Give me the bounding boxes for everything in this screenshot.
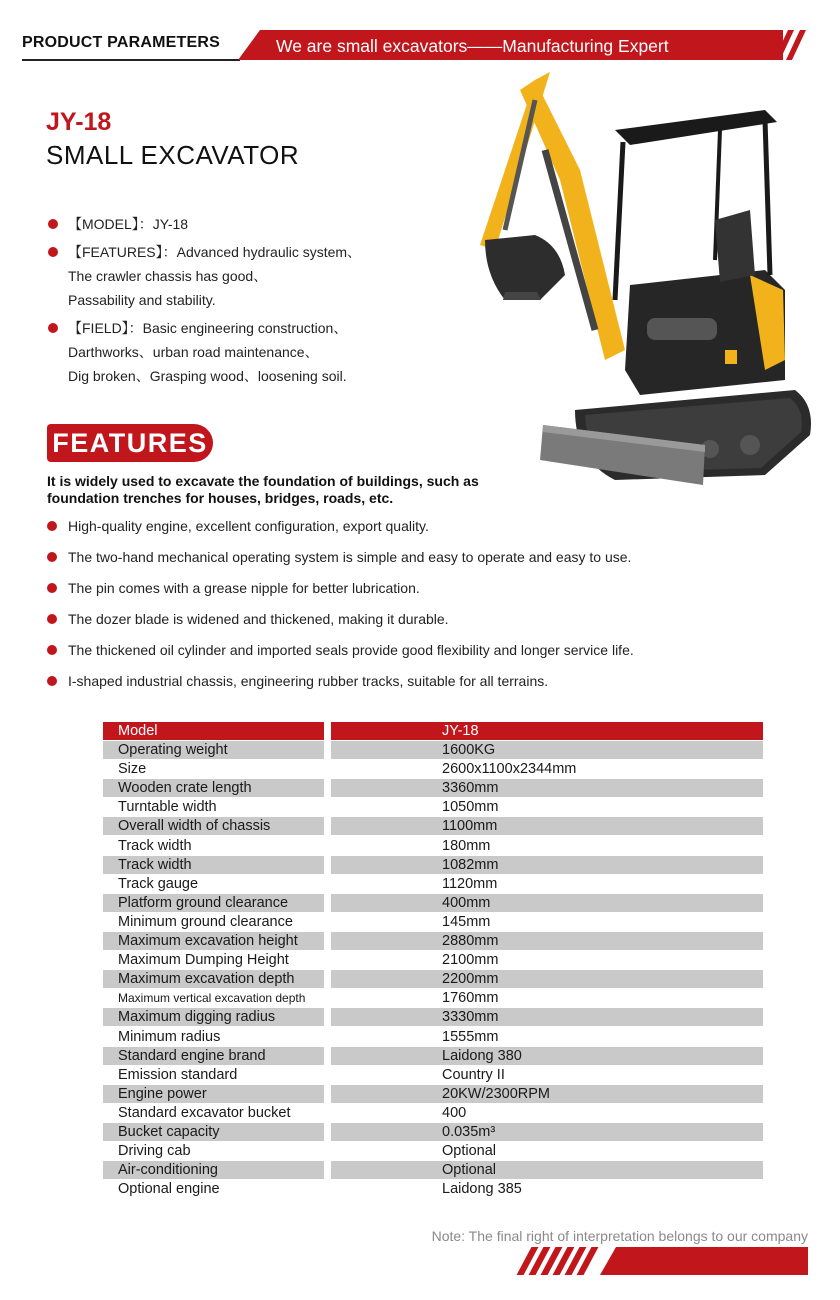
bullet-dot-icon <box>47 552 57 562</box>
spec-value: 2100mm <box>442 952 499 969</box>
spec-row <box>103 1066 763 1085</box>
bullet-dot-icon <box>48 219 58 229</box>
spec-label: Operating weight <box>103 741 324 759</box>
spec-row <box>103 932 763 951</box>
spec-value: 1555mm <box>442 1028 499 1045</box>
spec-row <box>103 779 763 798</box>
spec-value: 1100mm <box>331 817 763 835</box>
feature-item <box>47 512 807 543</box>
spec-value: 1050mm <box>442 799 499 816</box>
section-title: PRODUCT PARAMETERS <box>22 34 220 51</box>
spec-label: Turntable width <box>118 799 217 816</box>
info-line: Passability and stability. <box>68 292 216 308</box>
feature-item <box>47 574 807 605</box>
spec-value: Laidong 380 <box>331 1047 763 1065</box>
excavator-image <box>465 60 825 490</box>
feature-text: High-quality engine, excellent configuration, export quality. <box>68 518 429 534</box>
info-list <box>46 212 466 392</box>
spec-row <box>103 1104 763 1123</box>
spec-label: Size <box>118 761 147 778</box>
spec-value: Optional <box>442 1143 497 1160</box>
spec-header-value: JY-18 <box>331 722 763 740</box>
spec-label: Maximum vertical excavation depth <box>118 991 306 1006</box>
spec-label: Minimum radius <box>118 1028 221 1045</box>
slogan-text: We are small excavators——Manufacturing Expert <box>276 36 669 56</box>
spec-label: Maximum Dumping Height <box>118 952 289 969</box>
spec-label: Minimum ground clearance <box>118 913 293 930</box>
spec-row <box>103 1008 763 1027</box>
spec-row <box>103 856 763 875</box>
spec-row <box>103 894 763 913</box>
spec-label: Bucket capacity <box>103 1123 324 1141</box>
spec-row <box>103 1047 763 1066</box>
spec-label: Standard excavator bucket <box>118 1104 291 1121</box>
spec-row <box>103 1085 763 1104</box>
spec-row <box>103 741 763 760</box>
spec-label: Wooden crate length <box>103 779 324 797</box>
bullet-dot-icon <box>47 676 57 686</box>
spec-value: Laidong 385 <box>442 1181 522 1198</box>
spec-label: Optional engine <box>118 1181 220 1198</box>
spec-value: 0.035m³ <box>331 1123 763 1141</box>
spec-value: 1082mm <box>331 856 763 874</box>
footer-note: Note: The final right of interpretation belongs to our company <box>431 1228 808 1244</box>
features-intro: It is widely used to excavate the foundation of buildings, such as foundation trenches for houses, bridges, roads, etc. <box>47 473 479 506</box>
feature-item <box>47 636 807 667</box>
banner-stripes <box>725 30 807 60</box>
spec-value: 1760mm <box>442 990 499 1007</box>
features-badge: FEATURES <box>47 424 213 462</box>
spec-row <box>103 1161 763 1180</box>
bullet-dot-icon <box>47 583 57 593</box>
feature-text: I-shaped industrial chassis, engineering rubber tracks, suitable for all terrains. <box>68 673 549 689</box>
spec-value: 2600x1100x2344mm <box>442 761 577 778</box>
spec-value: 145mm <box>442 913 491 930</box>
spec-label: Engine power <box>103 1085 324 1103</box>
spec-row <box>103 1028 763 1047</box>
spec-table <box>103 722 763 1199</box>
spec-row <box>103 989 763 1008</box>
spec-value: 400mm <box>331 894 763 912</box>
spec-value: 3330mm <box>331 1008 763 1026</box>
spec-label: Emission standard <box>118 1066 238 1083</box>
spec-label: Maximum excavation height <box>103 932 324 950</box>
info-line: Dig broken、Grasping wood、loosening soil. <box>68 368 347 384</box>
spec-row <box>103 1180 763 1199</box>
feature-item <box>47 543 807 574</box>
info-item <box>46 212 466 236</box>
bullet-dot-icon <box>48 247 58 257</box>
feature-text: The dozer blade is widened and thickened, making it durable. <box>68 611 449 627</box>
spec-value: Optional <box>331 1161 763 1179</box>
spec-value: 2880mm <box>331 932 763 950</box>
bullet-dot-icon <box>47 521 57 531</box>
spec-label: Maximum digging radius <box>103 1008 324 1026</box>
feature-text: The two-hand mechanical operating system is simple and easy to operate and easy to use. <box>68 549 632 565</box>
info-line: 【FIELD】：Basic engineering construction、 <box>68 320 348 336</box>
spec-label: Track width <box>118 837 192 854</box>
info-line: 【MODEL】：JY-18 <box>68 216 189 232</box>
spec-label: Overall width of chassis <box>103 817 324 835</box>
spec-value: 1600KG <box>331 741 763 759</box>
product-name: SMALL EXCAVATOR <box>46 140 300 170</box>
spec-row <box>103 951 763 970</box>
spec-label: Maximum excavation depth <box>103 970 324 988</box>
model-title: JY-18 <box>46 108 112 136</box>
bullet-dot-icon <box>48 323 58 333</box>
spec-value: 2200mm <box>331 970 763 988</box>
spec-value: 400 <box>442 1104 467 1121</box>
info-line: Darthworks、urban road maintenance、 <box>68 344 319 360</box>
spec-value: 3360mm <box>331 779 763 797</box>
info-line: 【FEATURES】：Advanced hydraulic system、 <box>68 244 362 260</box>
spec-value: 1120mm <box>442 875 498 892</box>
title-underline <box>22 59 240 61</box>
info-item <box>46 240 466 312</box>
info-item <box>46 316 466 388</box>
spec-row <box>103 798 763 817</box>
feature-text: The thickened oil cylinder and imported seals provide good flexibility and longer service life. <box>68 642 634 658</box>
spec-label: Track gauge <box>118 875 199 892</box>
footer-stripe-bar <box>520 1247 808 1275</box>
spec-label: Driving cab <box>118 1143 191 1160</box>
spec-header-label: Model <box>103 722 324 740</box>
spec-label: Air-conditioning <box>103 1161 324 1179</box>
spec-row <box>103 970 763 989</box>
feature-text: The pin comes with a grease nipple for better lubrication. <box>68 580 420 596</box>
feature-item <box>47 605 807 636</box>
spec-value: 20KW/2300RPM <box>331 1085 763 1103</box>
spec-value: 180mm <box>442 837 491 854</box>
spec-row <box>103 817 763 836</box>
feature-item <box>47 667 807 698</box>
bullet-dot-icon <box>47 614 57 624</box>
spec-label: Track width <box>103 856 324 874</box>
features-list <box>47 512 807 698</box>
spec-header-row <box>103 722 763 741</box>
spec-label: Platform ground clearance <box>103 894 324 912</box>
spec-row <box>103 1123 763 1142</box>
spec-value: Country II <box>442 1066 505 1083</box>
spec-row <box>103 1142 763 1161</box>
spec-label: Standard engine brand <box>103 1047 324 1065</box>
spec-row <box>103 913 763 932</box>
bullet-dot-icon <box>47 645 57 655</box>
spec-row <box>103 837 763 856</box>
spec-row <box>103 875 763 894</box>
info-line: The crawler chassis has good、 <box>68 268 268 284</box>
spec-row <box>103 760 763 779</box>
